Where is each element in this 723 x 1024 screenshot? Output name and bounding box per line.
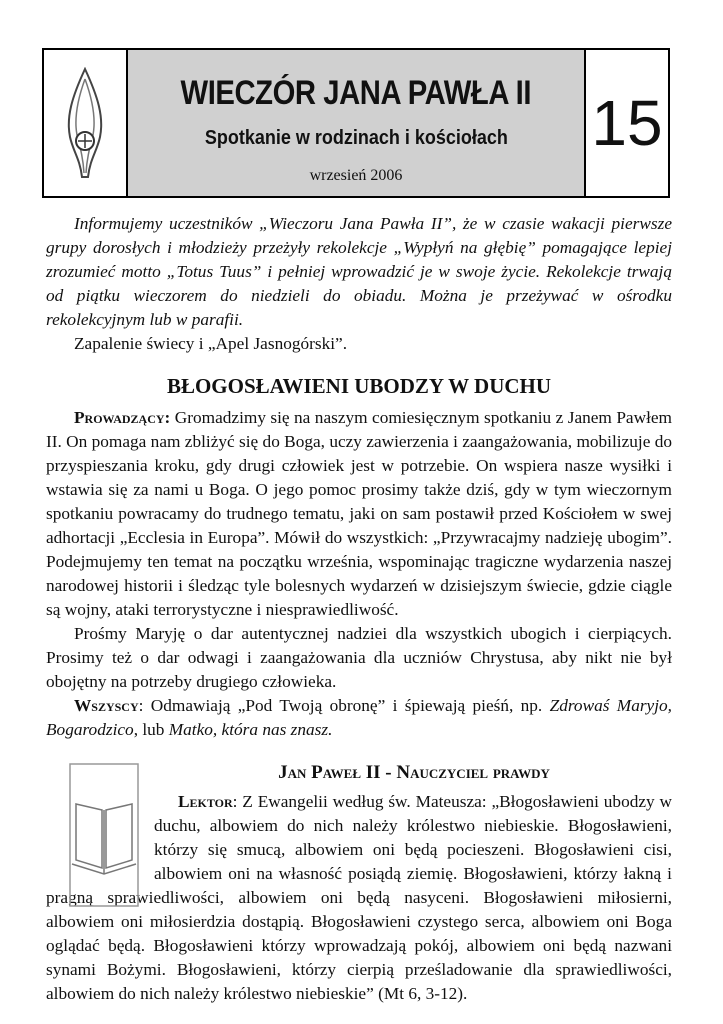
song-title-2: Matko, która nas znasz. — [168, 720, 333, 739]
prayer-paragraph: Prośmy Maryję o dar autentycznej nadziei dla wszystkich ubogich i cierpiących. Prosimy też o dar odwagi i zaangażowania dla uczniów Chrystusa, aby nikt nie był obojętny na potrzeby drugiego człowieka. — [46, 624, 672, 691]
section-heading-teacher-of-truth: Jan Paweł II - Nauczyciel prawdy — [278, 762, 550, 783]
all-text-2: , lub — [133, 720, 169, 739]
header-box — [42, 48, 670, 198]
document-body — [46, 212, 672, 1006]
title-cell — [128, 50, 586, 196]
page-subtitle: Spotkanie w rodzinach i kościołach — [204, 127, 508, 149]
issue-number: 15 — [591, 87, 663, 159]
section-heading-poor-in-spirit: BŁOGOSŁAWIENI UBODZY W DUCHU — [166, 374, 552, 398]
leader-label: Prowadzący: — [74, 408, 171, 427]
lector-label: Lektor — [178, 792, 233, 811]
song-title-1: Zdrowaś Maryjo, Bogarodzico — [46, 696, 672, 739]
all-label: Wszyscy — [74, 696, 139, 715]
all-text-1: : Odmawiają „Pod Twoją obronę” i śpiewają pieśń, np. — [138, 696, 550, 715]
all-paragraph — [46, 694, 672, 742]
logo-cell — [44, 50, 128, 196]
candle-paragraph: Zapalenie świecy i „Apel Jasnogórski”. — [74, 334, 348, 353]
intro-paragraph: Informujemy uczestników „Wieczoru Jana Pawła II”, że w czasie wakacji pierwsze grupy dorosłych i młodzieży przeżyły rekolekcje „Wypłyń na głębię” pomagające lepiej zrozumieć motto „Totus Tuus” i pełniej wprowadzić je w swoje życie. Rekolekcje trwają od piątku wieczorem do niedzieli do obiadu. Można je przeżywać w ośrodku rekolekcyjnym lub w parafii. — [46, 214, 672, 329]
leader-text: Gromadzimy się na naszym comiesięcznym spotkaniu z Janem Pawłem II. On pomaga nam zbliżyć się do Boga, uczy zawierzenia i zaangażowania, mobilizuje do przyspieszania kroku, gdy drugi człowiek jest w potrzebie. On wspiera nasze wysiłki i wstawia się za nami u Boga. O jego pomoc prosimy także dziś, gdy w tym wieczornym spotkaniu powracamy do trudnego tematu, jaki on sam postawił przed Kościołem w swej adhortacji „Ecclesia in Europa”. Mówił do wszystkich: „Przywracajmy nadzieję ubogim”. Podejmujemy ten temat na początku września, wspominając tragiczne wydarzenia naszej narodowej historii i śledząc tyle bolesnych wydarzeń w dzisiejszym świecie, gdzie ciągle są wojny, ataki terrorystyczne i niesprawiedliwość. — [46, 408, 672, 619]
issue-date: wrzesień 2006 — [309, 167, 403, 184]
candle-cross-icon — [62, 67, 108, 179]
lector-text: : Z Ewangelii według św. Mateusza: „Błogosławieni ubodzy w duchu, albowiem do nich należy królestwo niebieskie. Błogosławieni, którzy się smucą, albowiem oni będą pocieszeni. Błogosławieni cisi, albowiem oni na własność posiądą ziemię. Błogosławieni, którzy łakną i pragną sprawiedliwości, albowiem oni będą nasyceni. Błogosławieni miłosierni, albowiem oni miłosierdzia dostąpią. Błogosławieni czystego serca, albowiem oni Boga oglądać będą. Błogosławieni którzy wprowadzają pokój, albowiem oni będą nazwani synami Bożymi. Błogosławieni, którzy cierpią prześladowanie dla sprawiedliwości, albowiem do nich należy królestwo niebieskie” (Mt 6, 3-12). — [46, 792, 672, 1003]
open-book-icon — [62, 760, 146, 910]
issue-cell — [586, 50, 668, 196]
lector-block — [46, 790, 672, 1006]
leader-paragraph — [46, 406, 672, 622]
page-title: WIECZÓR JANA PAWŁA II — [180, 74, 532, 112]
